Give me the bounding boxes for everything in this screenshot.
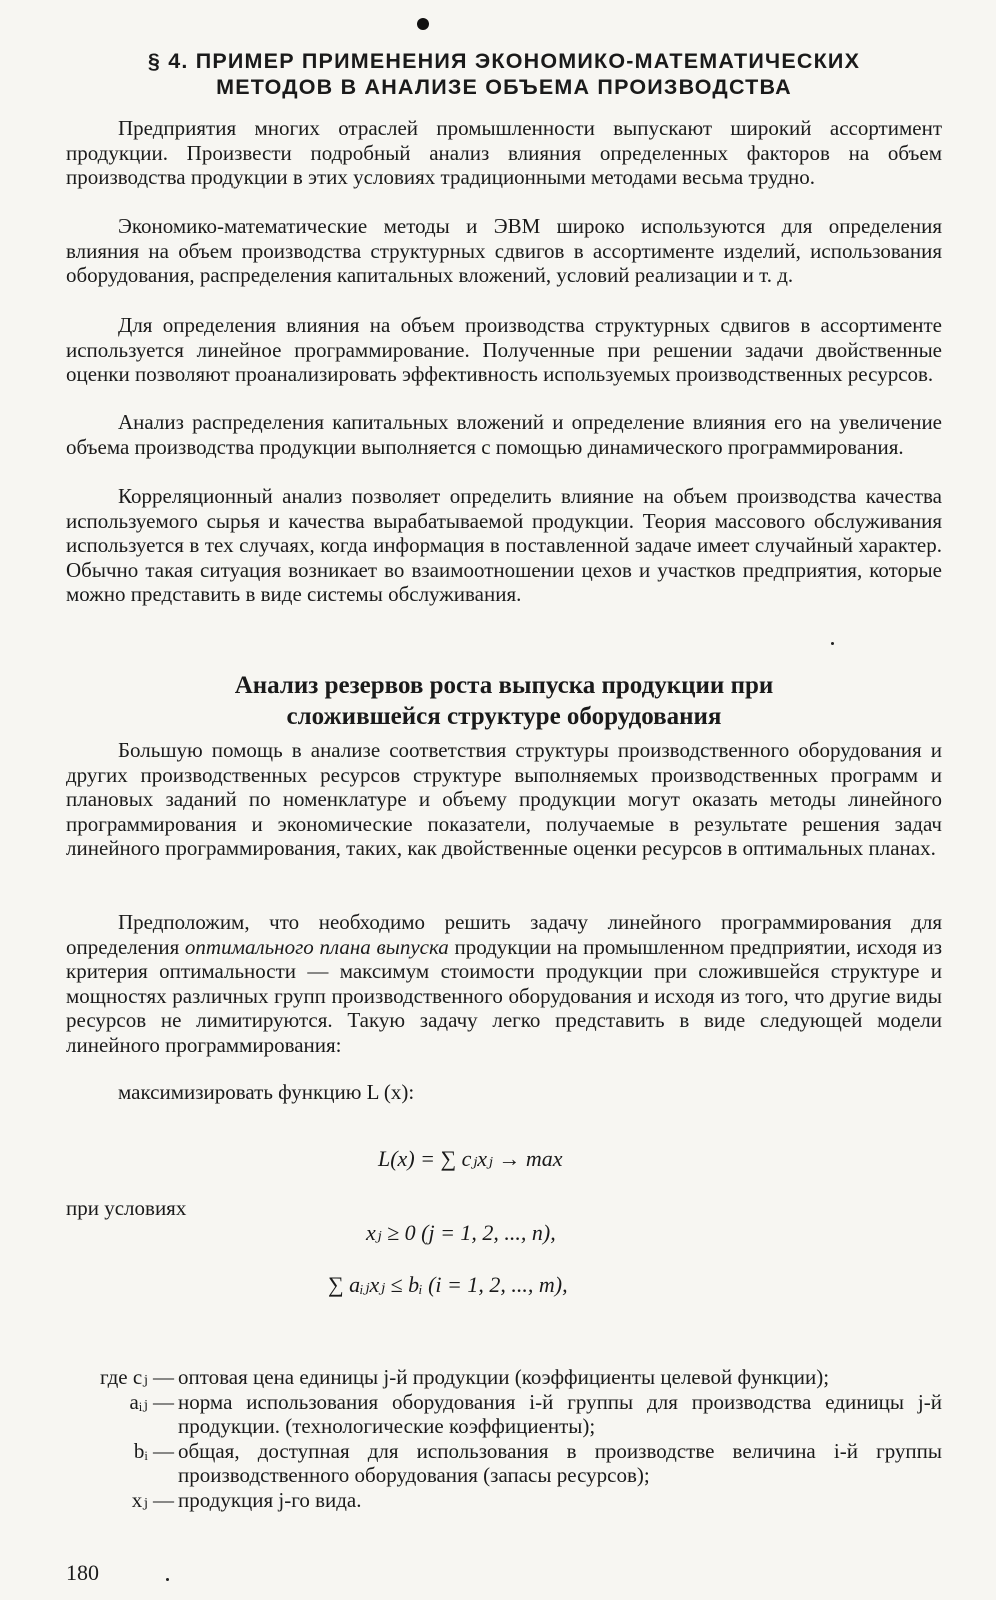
definition-row — [66, 1439, 942, 1488]
paragraph-4: Анализ распределения капитальных вложений и определение влияния его на увеличение объема производства продукции выполняется с помощью динамического программирования. — [66, 410, 942, 459]
paragraph-1: Предприятия многих отраслей промышленности выпускают широкий ассортимент продукции. Произвести подробный анализ влияния определенных факторов на объем производства продукции в этих условиях традиционными методами весьма трудно. — [66, 116, 942, 190]
definition-row — [66, 1488, 942, 1513]
definition-symbol: bᵢ — — [133, 1438, 174, 1463]
sub-paragraph-2 — [66, 910, 942, 1058]
sub-paragraph-1: Большую помощь в анализе соответствия структуры производственного оборудования и других производственных ресурсов структуре выполняемых производственных программ и плановых заданий по номенклатуре и объему продукции могут оказать методы линейного программирования и экономические показатели, получаемые в результате решения задач линейного программирования, таких, как двойственные оценки ресурсов в оптимальных планах. — [66, 738, 942, 861]
section-title-line-1: § 4. ПРИМЕР ПРИМЕНЕНИЯ ЭКОНОМИКО-МАТЕМАТИЧЕСКИХ — [147, 49, 861, 73]
definition-row — [66, 1390, 942, 1439]
definition-text: продукция j-го вида. — [178, 1487, 362, 1512]
page-number: 180 — [66, 1560, 99, 1585]
definition-symbol: aᵢⱼ — — [129, 1389, 174, 1414]
paragraph-5: Корреляционный анализ позволяет определить влияние на объем производства качества используемого сырья и качества вырабатываемой продукции. Теория массового обслуживания используется в тех случаях, когда информация в поставленной задаче имеет случайный характер. Обычно такая ситуация возникает во взаимоотношении цехов и участков предприятия, которые можно представить в виде системы обслуживания. — [66, 484, 942, 607]
ink-blot — [417, 18, 429, 30]
section-title — [66, 48, 942, 100]
definitions-list — [66, 1365, 942, 1513]
maximize-line: максимизировать функцию L (x): — [118, 1080, 415, 1104]
print-speck — [166, 1578, 169, 1581]
subsection-title-line-2: сложившейся структуре оборудования — [286, 703, 722, 730]
section-title-line-2: МЕТОДОВ В АНАЛИЗЕ ОБЪЕМА ПРОИЗВОДСТВА — [216, 75, 792, 99]
document-page — [66, 0, 942, 1600]
print-speck — [831, 642, 834, 645]
paragraph-2: Экономико-математические методы и ЭВМ широко используются для определения влияния на объем производства структурных сдвигов в ассортименте изделий, использования оборудования, распределения капитальных вложений, условий реализации и т. д. — [66, 214, 942, 288]
definition-text: общая, доступная для использования в производстве величина i-й группы производственного оборудования (запасы ресурсов); — [178, 1438, 942, 1488]
objective-formula-text: L(x) = ∑ cⱼxⱼ → max — [378, 1146, 563, 1171]
constraint-2: ∑ aᵢⱼxⱼ ≤ bᵢ (i = 1, 2, ..., m), — [328, 1272, 568, 1297]
objective-formula — [366, 1128, 666, 1204]
definition-text: оптовая цена единицы j-й продукции (коэффициенты целевой функции); — [178, 1365, 830, 1389]
subsection-title — [66, 670, 942, 732]
definition-symbol: где cⱼ — — [100, 1365, 174, 1389]
paragraph-3: Для определения влияния на объем производства структурных сдвигов в ассортименте используется линейное программирование. Полученные при решении задачи двойственные оценки позволяют проанализировать эффективность используемых производственных ресурсов. — [66, 313, 942, 387]
definition-row — [66, 1365, 942, 1390]
conditions-line: при условиях — [66, 1196, 187, 1220]
sub-paragraph-2-text-a: Предположим, что необходимо решить задачу линейного программирования для определения — [66, 910, 942, 959]
definition-text: норма использования оборудования i-й группы для производства единицы j-й продукции. (технологические коэффициенты); — [178, 1389, 942, 1439]
sub-paragraph-2-emphasis: оптимального плана выпуска — [184, 934, 449, 959]
constraint-1: xⱼ ≥ 0 (j = 1, 2, ..., n), — [366, 1220, 556, 1245]
subsection-title-line-1: Анализ резервов роста выпуска продукции при — [234, 672, 774, 699]
definition-symbol: xⱼ — — [131, 1487, 174, 1512]
sub-paragraph-2-text-b: продукции на промышленном предприятии, исходя из критерия оптимальности — максимум стоимости продукции при сложившейся структуре и мощностях различных групп производственного оборудования и исходя из того, что другие виды ресурсов не лимитируются. Такую задачу легко представить в виде следующей модели линейного программирования: — [66, 934, 942, 1057]
